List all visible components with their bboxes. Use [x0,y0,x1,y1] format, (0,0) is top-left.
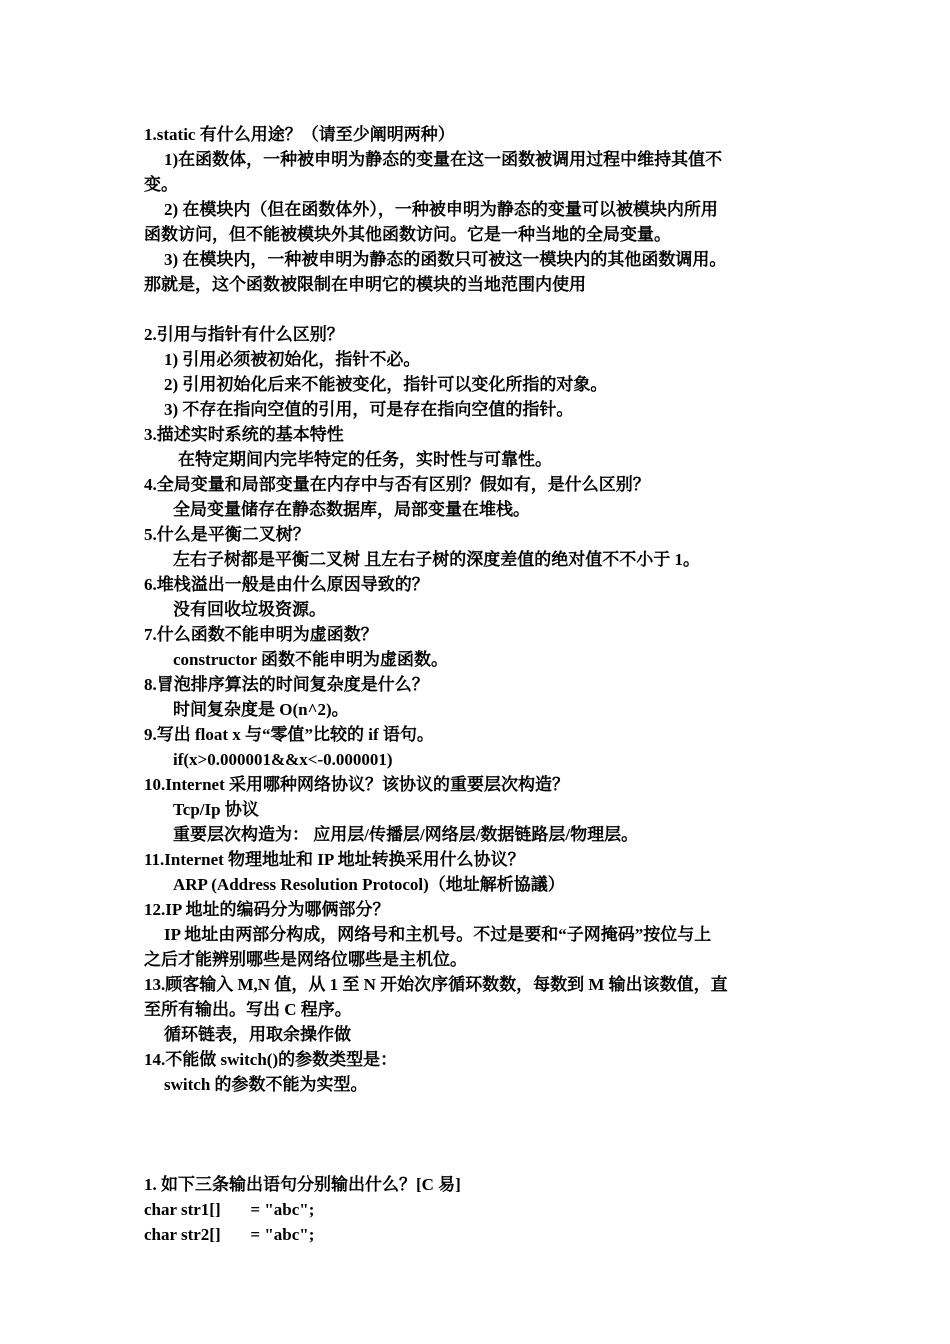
document-page [144,122,812,1247]
spacer [144,1147,812,1172]
question-10-answer-1: Tcp/Ip 协议 [173,800,259,819]
spacer [144,297,812,322]
question-7-answer: constructor 函数不能申明为虚函数。 [173,650,448,669]
question-6-answer: 没有回收垃圾资源。 [173,600,326,619]
question-9-answer: if(x>0.000001&&x<-0.000001) [173,750,393,769]
question-4-answer: 全局变量储存在静态数据库，局部变量在堆栈。 [173,500,530,519]
question-1-point-3: 3) 在模块内，一种被申明为静态的函数只可被这一模块内的其他函数调用。 [164,250,727,269]
question-3-answer: 在特定期间内完毕特定的任务，实时性与可靠性。 [178,450,552,469]
question-1-point-1: 1)在函数体，一种被申明为静态的变量在这一函数被调用过程中维持其值不 [164,150,723,169]
question-9-title: 9.写出 float x 与“零值”比较的 if 语句。 [144,725,434,744]
question-2-point-1: 1) 引用必须被初始化，指针不必。 [164,350,421,369]
question-8-title: 8.冒泡排序算法的时间复杂度是什么？ [144,675,429,694]
question-14-answer: switch 的参数不能为实型。 [164,1075,368,1094]
code-line-2: char str2[] = "abc"; [144,1225,315,1244]
question-1-point-3-cont: 那就是，这个函数被限制在申明它的模块的当地范围内使用 [144,275,586,294]
question-2-title: 2.引用与指针有什么区别？ [144,325,344,344]
question-7-title: 7.什么函数不能申明为虚函数？ [144,625,378,644]
question-14-title: 14.不能做 switch()的参数类型是： [144,1050,398,1069]
question-1-point-2: 2) 在模块内（但在函数体外），一种被申明为静态的变量可以被模块内所用 [164,200,718,219]
code-line-1: char str1[] = "abc"; [144,1200,315,1219]
question-2-point-2: 2) 引用初始化后来不能被变化，指针可以变化所指的对象。 [164,375,608,394]
question-1-point-2-cont: 函数访问，但不能被模块外其他函数访问。它是一种当地的全局变量。 [144,225,671,244]
question-11-answer: ARP (Address Resolution Protocol)（地址解析協議） [173,875,565,894]
question-3-title: 3.描述实时系统的基本特性 [144,425,344,444]
section-2-question-1-title: 1. 如下三条输出语句分别输出什么？[C 易] [144,1175,461,1194]
question-12-answer: IP 地址由两部分构成，网络号和主机号。不过是要和“子网掩码”按位与上 [164,925,712,944]
question-6-title: 6.堆栈溢出一般是由什么原因导致的？ [144,575,429,594]
question-2-point-3: 3) 不存在指向空值的引用，可是存在指向空值的指针。 [164,400,574,419]
question-13-title-cont: 至所有输出。写出 C 程序。 [144,1000,352,1019]
question-12-answer-cont: 之后才能辨别哪些是网络位哪些是主机位。 [144,950,467,969]
question-12-title: 12.IP 地址的编码分为哪俩部分？ [144,900,390,919]
question-5-title: 5.什么是平衡二叉树？ [144,525,310,544]
question-11-title: 11.Internet 物理地址和 IP 地址转换采用什么协议？ [144,850,525,869]
question-1-point-1-cont: 变。 [144,175,178,194]
question-10-answer-2: 重要层次构造为： 应用层/传播层/网络层/数据链路层/物理层。 [173,825,639,844]
question-5-answer: 左右子树都是平衡二叉树 且左右子树的深度差值的绝对值不不小于 1。 [173,550,700,569]
question-8-answer: 时间复杂度是 O(n^2)。 [173,700,349,719]
question-13-title: 13.顾客输入 M,N 值，从 1 至 N 开始次序循环数数，每数到 M 输出该数值，直 [144,975,728,994]
question-1-title: 1.static 有什么用途？（请至少阐明两种） [144,125,455,144]
question-13-answer: 循环链表，用取余操作做 [164,1025,351,1044]
question-4-title: 4.全局变量和局部变量在内存中与否有区别？假如有，是什么区别？ [144,475,650,494]
question-10-title: 10.Internet 采用哪种网络协议？该协议的重要层次构造？ [144,775,569,794]
spacer [144,1097,812,1147]
